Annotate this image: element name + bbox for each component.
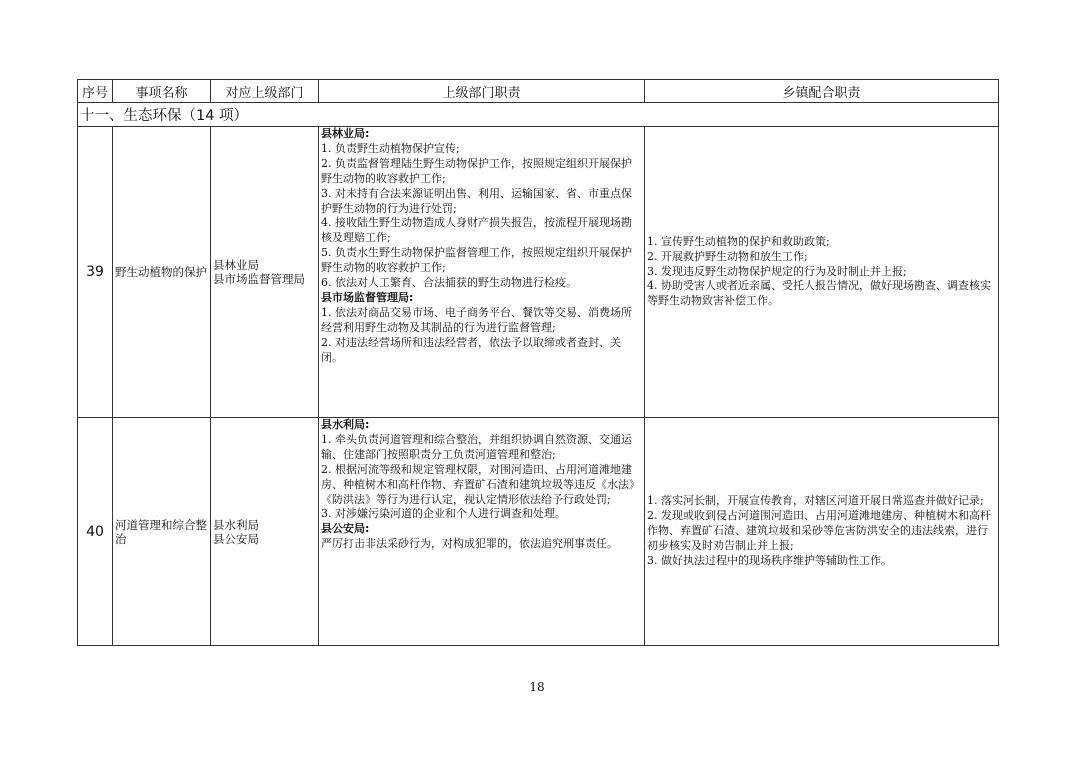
header-dept: 对应上级部门 — [211, 80, 319, 103]
dept-name: 县市场监督管理局 — [213, 272, 305, 286]
duty-line: 严厉打击非法采砂行为，对构成犯罪的，依法追究刑事责任。 — [321, 537, 618, 551]
upper-duty-cell — [319, 127, 645, 418]
duty-line: 2. 负责监督管理陆生野生动物保护工作，按照规定组织开展保护野生动物的收容救护工作; — [321, 156, 632, 185]
header-no: 序号 — [78, 80, 113, 103]
duty-line: 1. 牵头负责河道管理和综合整治，并组织协调自然资源、交通运输、住建部门按照职责分工负责河道管理和整治; — [321, 432, 632, 461]
page-number: 18 — [529, 680, 545, 694]
duty-line: 5. 负责水生野生动物保护监督管理工作，按照规定组织开展保护野生动物的收容救护工作; — [321, 246, 632, 275]
org-heading: 县市场监督管理局: — [321, 290, 414, 304]
upper-duty-cell — [319, 418, 645, 646]
duty-line: 1. 依法对商品交易市场、电子商务平台、餐饮等交易、消费场所经营利用野生动物及其制品的行为进行监督管理; — [321, 305, 632, 334]
dept-name: 县公安局 — [213, 531, 259, 546]
duty-line: 1. 宣传野生动植物的保护和救助政策; — [647, 234, 830, 248]
org-heading: 县水利局: — [321, 418, 370, 431]
dept-name: 县林业局 — [213, 258, 259, 272]
duty-line: 3. 对未持有合法来源证明出售、利用、运输国家、省、市重点保护野生动物的行为进行处罚; — [321, 186, 632, 215]
duty-line: 3. 发现违反野生动物保护规定的行为及时制止并上报; — [647, 264, 907, 278]
town-duty-cell — [645, 418, 999, 646]
header-town-duty: 乡镇配合职责 — [645, 80, 999, 103]
table-row — [78, 418, 999, 646]
header-item: 事项名称 — [113, 80, 211, 103]
dept-cell — [211, 127, 319, 418]
row-number: 40 — [78, 418, 113, 646]
duty-line: 2. 开展救护野生动物和放生工作; — [647, 249, 808, 263]
duty-line: 4. 协助受害人或者近亲属、受托人报告情况，做好现场勘查、调查核实等野生动物致害补偿工作。 — [647, 279, 991, 308]
duty-line: 3. 对涉嫌污染河道的企业和个人进行调查和处理。 — [321, 507, 566, 521]
duty-line: 1. 落实河长制，开展宣传教育，对辖区河道开展日常巡查并做好记录; — [647, 494, 984, 508]
duty-line: 1. 负责野生动植物保护宣传; — [321, 141, 460, 155]
org-heading: 县林业局: — [321, 127, 370, 140]
section-title: 十一、生态环保（14 项） — [78, 103, 999, 127]
duty-line: 6. 依法对人工繁育、合法捕获的野生动物进行检疫。 — [321, 276, 577, 290]
duty-line: 2. 根据河流等级和规定管理权限，对围河造田、占用河道滩地建房、种植树木和高杆作物、弃置矿石渣和建筑垃圾等违反《水法》《防洪法》等行为进行认定，视认定情形依法给予行政处罚; — [321, 462, 640, 506]
town-duty-cell — [645, 127, 999, 418]
duty-line: 3. 做好执法过程中的现场秩序维护等辅助性工作。 — [647, 553, 892, 567]
dept-name: 县水利局 — [213, 517, 259, 532]
item-name: 河道管理和综合整治 — [113, 418, 211, 646]
header-row — [78, 80, 999, 103]
header-upper-duty: 上级部门职责 — [319, 80, 645, 103]
row-number: 39 — [78, 127, 113, 418]
table-row — [78, 127, 999, 418]
duty-line: 2. 对违法经营场所和违法经营者，依法予以取缔或者查封、关闭。 — [321, 335, 621, 364]
item-name: 野生动植物的保护 — [113, 127, 211, 418]
duty-line: 4. 接收陆生野生动物造成人身财产损失报告，按流程开展现场勘核及理赔工作; — [321, 216, 632, 245]
section-row — [78, 103, 999, 127]
duty-table — [77, 79, 999, 646]
dept-cell — [211, 418, 319, 646]
org-heading: 县公安局: — [321, 522, 370, 536]
duty-line: 2. 发现或收到侵占河道围河造田、占用河道滩地建房、种植树木和高杆作物、弃置矿石渣、建筑垃圾和采砂等危害防洪安全的违法线索，进行初步核实及时劝告制止并上报; — [647, 509, 991, 552]
